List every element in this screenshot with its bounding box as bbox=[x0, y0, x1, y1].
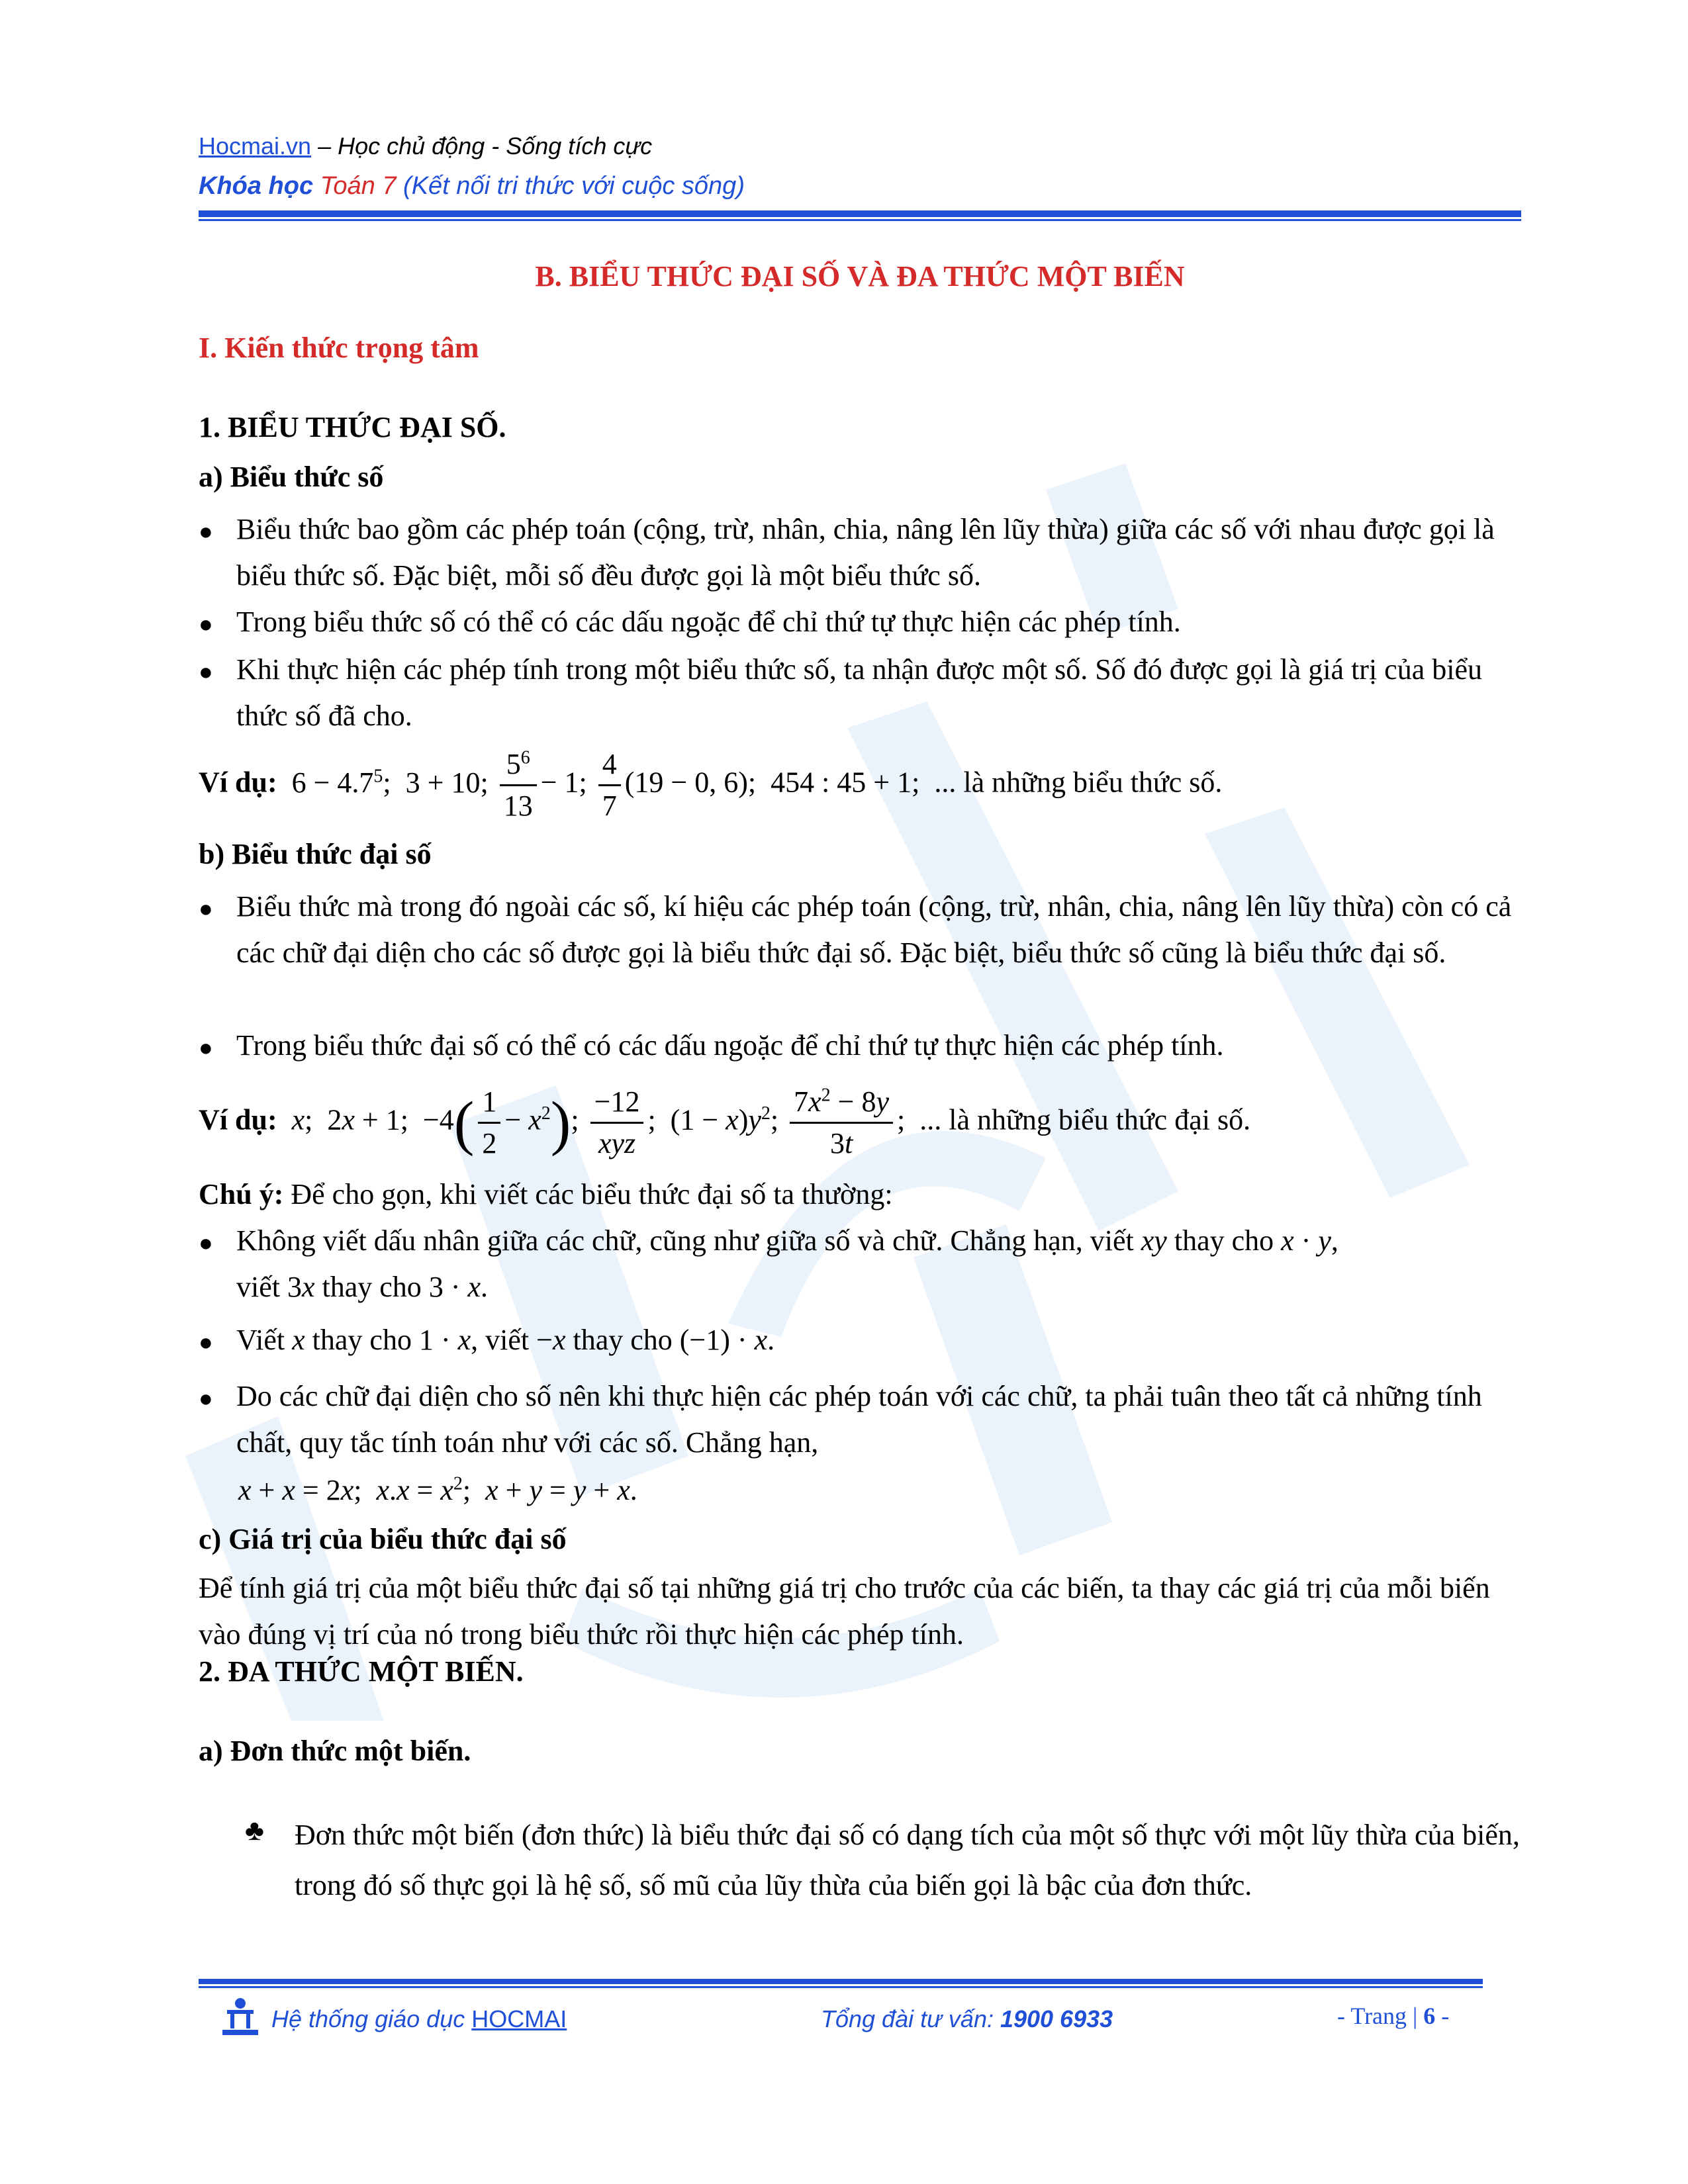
header-line-2 bbox=[199, 172, 745, 201]
footer-link[interactable]: HOCMAI bbox=[471, 2005, 567, 2032]
bullet-icon: ● bbox=[199, 1230, 213, 1256]
page-prefix: - Trang | bbox=[1337, 2003, 1424, 2029]
page-suffix: - bbox=[1435, 2003, 1450, 2029]
header-rule-thin bbox=[199, 219, 1521, 221]
page-number: 6 bbox=[1423, 2003, 1436, 2029]
header-line-1 bbox=[199, 132, 652, 160]
note-text: Để cho gọn, khi viết các biểu thức đại số ta thường: bbox=[283, 1178, 893, 1210]
example-label: Ví dụ: bbox=[199, 766, 277, 799]
bullet-icon: ● bbox=[199, 1034, 213, 1061]
footer-rule-thin bbox=[199, 1986, 1483, 1988]
footer-hotline bbox=[821, 2005, 1113, 2033]
footer-left bbox=[271, 2005, 567, 2033]
club-icon: ♣ bbox=[245, 1814, 264, 1846]
part1c-heading: c) Giá trị của biểu thức đại số bbox=[199, 1523, 567, 1555]
bullet-text: Trong biểu thức đại số có thể có các dấu ngoặc để chỉ thứ tự thực hiện các phép tính. bbox=[236, 1029, 1224, 1062]
note-b2-text: thay cho bbox=[312, 1324, 412, 1356]
example-label: Ví dụ: bbox=[199, 1103, 277, 1136]
hocmai-logo-icon bbox=[217, 1995, 263, 2038]
hotline-label: Tổng đài tư vấn: bbox=[821, 2005, 1000, 2032]
bullet-text: Trong biểu thức số có thể có các dấu ngoặc để chỉ thứ tự thực hiện các phép tính. bbox=[236, 606, 1181, 638]
note-b1-text: thay cho bbox=[1174, 1224, 1274, 1257]
note-formula: x + x = 2x; $x.x = x^2$; x + y = y + x. bbox=[238, 1473, 637, 1506]
note-bullet-2: Viết x thay cho 1 · x, viết −x thay cho (−1) · x. bbox=[236, 1324, 775, 1356]
example-1: Ví dụ: $6 - 4.7^5$; 3 + 10; $\frac{5^6}{13}$ − 1; $\frac{4}{7}$ (19 − 0, 6); 454 : 45 + 1; ... là những biểu thức số. bbox=[199, 745, 1222, 826]
note-b2-text: thay cho bbox=[573, 1324, 673, 1356]
note-bullet-3: Do các chữ đại diện cho số nên khi thực hiện các phép toán với các chữ, ta phải tuân theo tất cả những tính chất, quy tắc tính toán như với các số. Chẳng hạn, bbox=[236, 1380, 1482, 1459]
part2-heading: 2. ĐA THỨC MỘT BIẾN. bbox=[199, 1655, 524, 1688]
hotline-number: 1900 6933 bbox=[1000, 2005, 1113, 2032]
note-label: Chú ý: bbox=[199, 1178, 284, 1210]
footer-prefix: Hệ thống giáo dục bbox=[271, 2005, 472, 2032]
page-title: B. BIỂU THỨC ĐẠI SỐ VÀ ĐA THỨC MỘT BIẾN bbox=[535, 260, 1185, 293]
bullet-icon: ● bbox=[199, 1329, 213, 1355]
course-suffix: (Kết nối tri thức với cuộc sống) bbox=[396, 172, 745, 200]
bullet-icon: ● bbox=[199, 1385, 213, 1412]
section-heading: I. Kiến thức trọng tâm bbox=[199, 332, 479, 364]
part2a-text: Đơn thức một biến (đơn thức) là biểu thức đại số có dạng tích của một số thực với một lũy thừa của biến, trong đó số thực gọi là hệ số, số mũ của lũy thừa của biến gọi là bậc của đơn thức. bbox=[295, 1819, 1520, 1901]
note-b1-text: Không viết dấu nhân giữa các chữ, cũng như giữa số và chữ. Chẳng hạn, viết bbox=[236, 1224, 1134, 1257]
footer-rule bbox=[199, 1979, 1483, 1984]
example-2: Ví dụ: x; 2x + 1; −4( $\frac{1}{2}$ − $x^2$); $\frac{-12}{\text{xyz}}$ ; $(1 - x)y^2$; $\frac{7x^2 - 8y}{3t}$ ; ... là những biểu thức đại số. bbox=[199, 1082, 1250, 1163]
site-slogan: – Học chủ động - Sống tích cực bbox=[311, 132, 653, 159]
bullet-icon: ● bbox=[199, 518, 213, 545]
note-bullet-1: Không viết dấu nhân giữa các chữ, cũng như giữa số và chữ. Chẳng hạn, viết xy thay cho x · y, viết 3x thay cho 3 · x. bbox=[236, 1224, 1338, 1303]
note-b2-text: viết bbox=[485, 1324, 530, 1356]
bullet-icon: ● bbox=[199, 611, 213, 637]
note-b2-text: Viết bbox=[236, 1324, 285, 1356]
bullet-text: Khi thực hiện các phép tính trong một biểu thức số, ta nhận được một số. Số đó được gọi là giá trị của biểu thức số đã cho. bbox=[236, 653, 1482, 732]
site-link[interactable]: Hocmai.vn bbox=[199, 132, 312, 159]
note-line bbox=[199, 1171, 1523, 1218]
note-b1-text: viết bbox=[236, 1271, 280, 1303]
part2a-heading: a) Đơn thức một biến. bbox=[199, 1735, 471, 1767]
note-b1-text: thay cho bbox=[322, 1271, 422, 1303]
bullet-text: Biểu thức mà trong đó ngoài các số, kí hiệu các phép toán (cộng, trừ, nhân, chia, nâng lên lũy thừa) còn có cả các chữ đại diện cho các số được gọi là biểu thức đại số. Đặc biệt, biểu thức số cũng là biểu thức đại số. bbox=[236, 890, 1512, 969]
header-rule bbox=[199, 210, 1521, 217]
part1-heading: 1. BIỂU THỨC ĐẠI SỐ. bbox=[199, 411, 506, 443]
example-1-tail: là những biểu thức số. bbox=[963, 766, 1223, 799]
bullet-icon: ● bbox=[199, 659, 213, 685]
footer-page bbox=[1337, 2002, 1449, 2030]
bullet-text: Biểu thức bao gồm các phép toán (cộng, trừ, nhân, chia, nâng lên lũy thừa) giữa các số với nhau được gọi là biểu thức số. Đặc biệt, mỗi số đều được gọi là một biểu thức số. bbox=[236, 513, 1495, 592]
part1a-heading: a) Biểu thức số bbox=[199, 461, 384, 493]
course-name: Toán 7 bbox=[313, 172, 397, 200]
example-2-tail: là những biểu thức đại số. bbox=[949, 1103, 1251, 1136]
bullet-icon: ● bbox=[199, 895, 213, 922]
part1b-heading: b) Biểu thức đại số bbox=[199, 838, 432, 870]
course-prefix: Khóa học bbox=[199, 172, 314, 200]
part1c-text: Để tính giá trị của một biểu thức đại số tại những giá trị cho trước của các biến, ta thay các giá trị của mỗi biến vào đúng vị trí của nó trong biểu thức rồi thực hiện các phép tính. bbox=[199, 1572, 1490, 1651]
